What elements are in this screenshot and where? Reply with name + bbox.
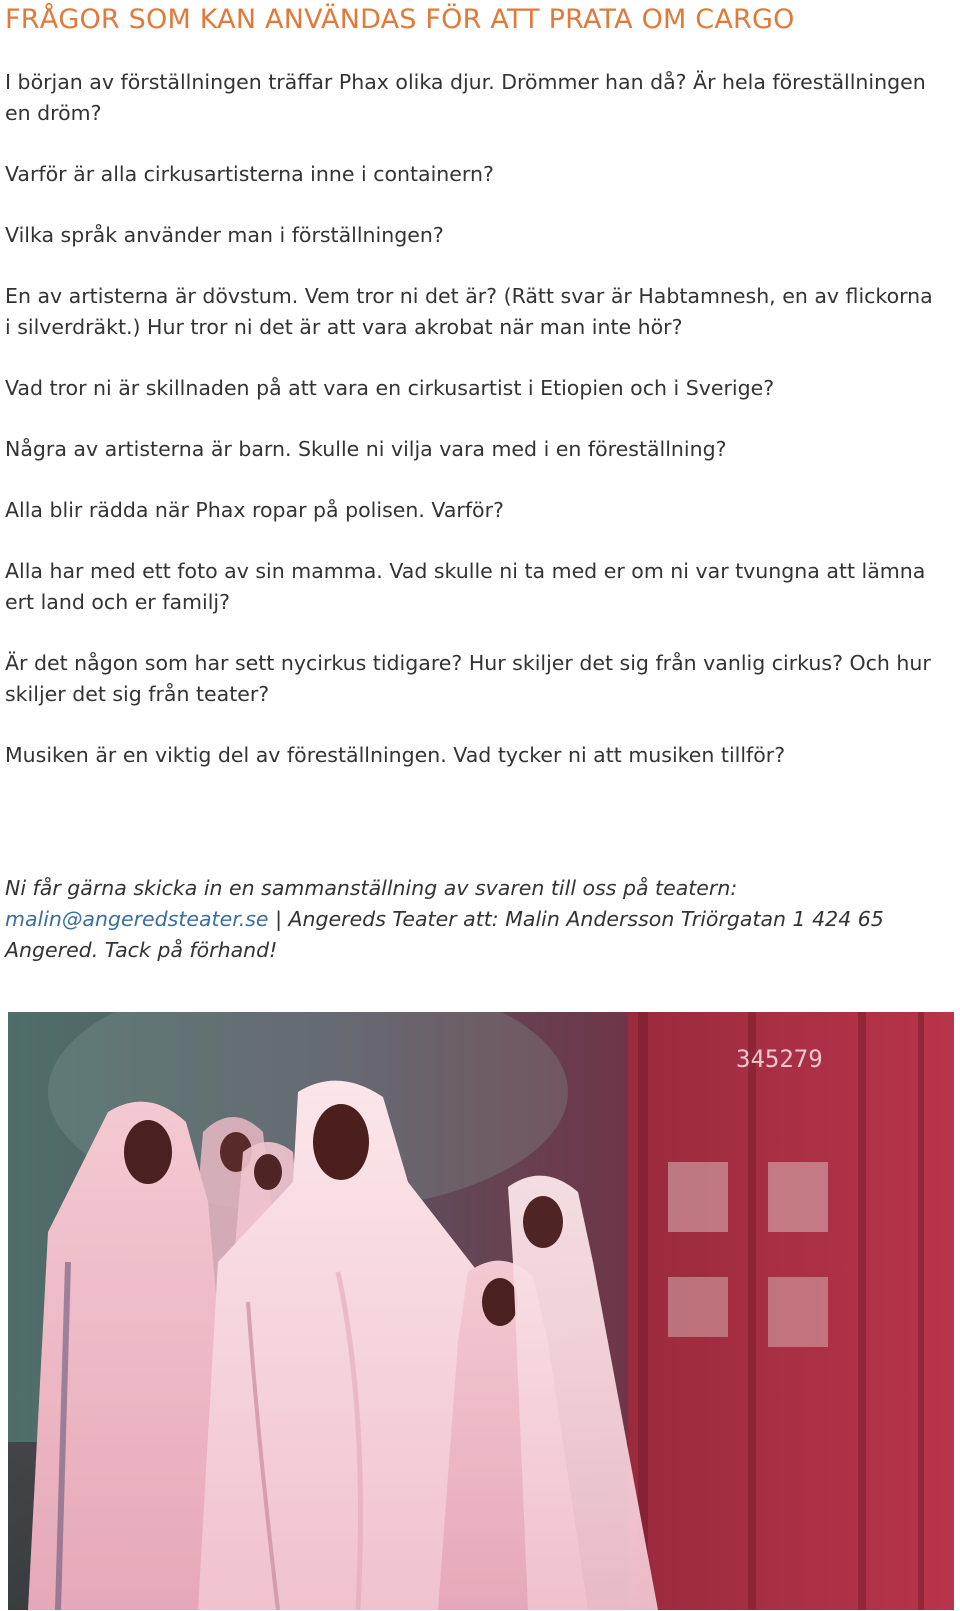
question-item: Varför är alla cirkusartisterna inne i containern?	[5, 162, 494, 186]
question-item: Alla har med ett foto av sin mamma. Vad skulle ni ta med er om ni var tvungna att lämna ert land och er familj?	[5, 559, 926, 614]
question-item: En av artisterna är dövstum. Vem tror ni det är? (Rätt svar är Habtamnesh, en av flickorna i silverdräkt.) Hur tror ni det är att vara akrobat när man inte hör?	[5, 284, 933, 339]
question-item: Några av artisterna är barn. Skulle ni vilja vara med i en föreställning?	[5, 437, 727, 461]
question-item: Är det någon som har sett nycirkus tidigare? Hur skiljer det sig från vanlig cirkus? Och hur skiljer det sig från teater?	[5, 651, 931, 706]
question-item: Vad tror ni är skillnaden på att vara en cirkusartist i Etiopien och i Sverige?	[5, 376, 775, 400]
page-title: FRÅGOR SOM KAN ANVÄNDAS FÖR ATT PRATA OM CARGO	[5, 4, 795, 35]
question-list	[5, 67, 940, 801]
question-item: Alla blir rädda när Phax ropar på polisen. Varför?	[5, 498, 504, 522]
question-item: I början av förställningen träffar Phax olika djur. Drömmer han då? Är hela föreställningen en dröm?	[5, 70, 926, 125]
question-item: Musiken är en viktig del av föreställningen. Vad tycker ni att musiken tillför?	[5, 743, 786, 767]
submission-address: | Angereds Teater att: Malin Andersson Triörgatan 1 424 65 Angered. Tack på förhand!	[5, 906, 884, 962]
submission-note	[5, 873, 955, 966]
performance-photo	[8, 1012, 954, 1610]
email-link[interactable]: malin@angeredsteater.se	[5, 906, 269, 931]
question-item: Vilka språk använder man i förställningen?	[5, 223, 444, 247]
container-number: 345279	[736, 1045, 823, 1073]
submission-intro: Ni får gärna skicka in en sammanställning av svaren till oss på teatern:	[5, 875, 738, 900]
shipping-container	[628, 1012, 954, 1610]
